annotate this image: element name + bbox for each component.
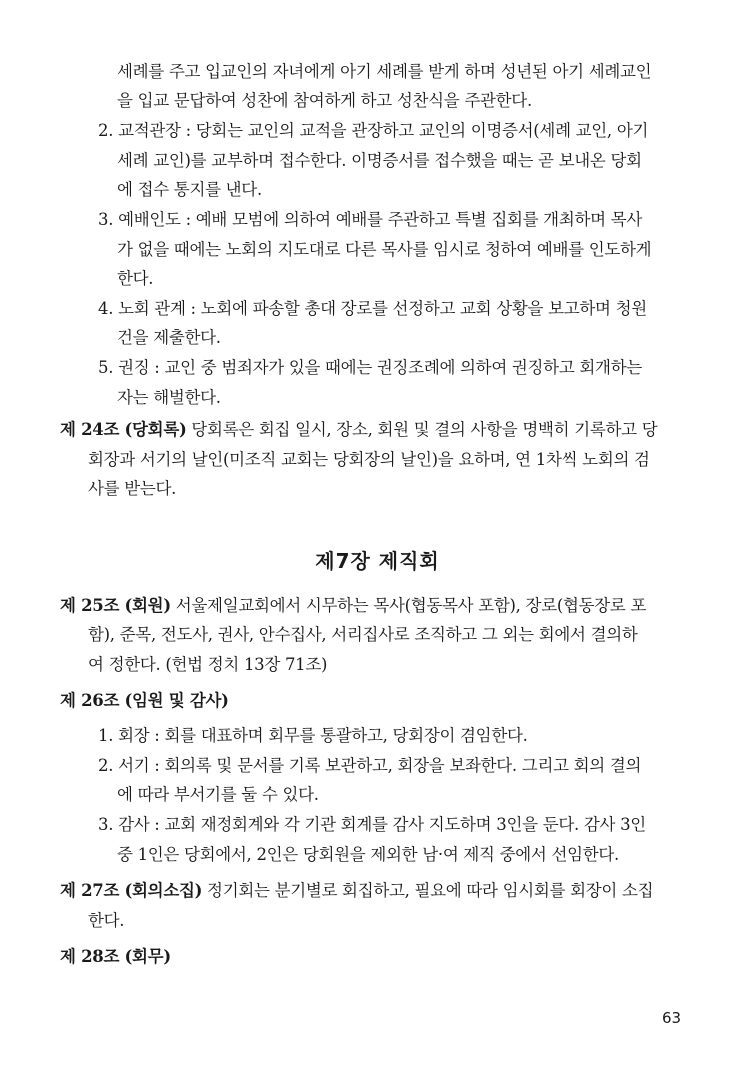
article-heading: 제 24조 (당회록): [60, 420, 187, 439]
text-line: 중 1인은 당회에서, 2인은 당회원을 제외한 남·여 제직 중에서 선임한다.: [117, 845, 619, 864]
article-heading: 제 28조 (회무): [60, 947, 171, 966]
text-line: 사를 받는다.: [88, 479, 177, 498]
text-line: 세례 교인)를 교부하며 접수한다. 이명증서를 접수했을 때는 곧 보내온 당회: [117, 151, 642, 170]
list-item: 2. 교적관장 : 당회는 교인의 교적을 관장하고 교인의 이명증서(세례 교인, 아기: [98, 121, 649, 140]
article-heading: 제 27조 (회의소집): [60, 881, 203, 900]
list-item: 5. 권징 : 교인 중 범죄자가 있을 때에는 권징조례에 의하여 권징하고 회개하는: [98, 358, 642, 377]
text-line: 에 따라 부서기를 둘 수 있다.: [117, 785, 319, 804]
list-item: 1. 회장 : 회를 대표하며 회무를 통괄하고, 당회장이 겸임한다.: [98, 726, 528, 745]
list-item: 3. 감사 : 교회 재정회계와 각 기관 회계를 감사 지도하며 3인을 둔다. 감사 3인: [98, 815, 646, 834]
text-line: 건을 제출한다.: [117, 328, 221, 347]
article-text: 당회록은 회집 일시, 장소, 회원 및 결의 사항을 명백히 기록하고 당: [186, 420, 658, 439]
article-heading: 제 26조 (임원 및 감사): [60, 691, 229, 710]
article-heading: 제 25조 (회원): [60, 596, 171, 615]
text-line: 한다.: [88, 911, 125, 930]
text-line: 에 접수 통지를 낸다.: [117, 180, 262, 199]
text-line: 회장과 서기의 날인(미조직 교회는 당회장의 날인)을 요하며, 연 1차씩 노회의 검: [88, 450, 650, 469]
text-line: 여 정한다. (헌법 정치 13장 71조): [88, 655, 328, 674]
text-line: 함), 준목, 전도사, 권사, 안수집사, 서리집사로 조직하고 그 외는 회에서 결의하: [88, 625, 638, 644]
list-item: 3. 예배인도 : 예배 모범에 의하여 예배를 주관하고 특별 집회를 개최하며 목사: [98, 210, 642, 229]
chapter-title: 제7장 제직회: [315, 549, 440, 573]
article-24: [60, 419, 657, 441]
text-line: 한다.: [117, 269, 154, 288]
text-line: 세례를 주고 입교인의 자녀에게 아기 세례를 받게 하며 성년된 아기 세례교인: [117, 62, 652, 81]
list-item: 2. 서기 : 회의록 및 문서를 기록 보관하고, 회장을 보좌한다. 그리고 회의 결의: [98, 756, 642, 775]
page-number: 63: [662, 1009, 682, 1027]
article-text: 정기회는 분기별로 회집하고, 필요에 따라 임시회를 회장이 소집: [202, 881, 654, 900]
article-text: 서울제일교회에서 시무하는 목사(협동목사 포함), 장로(협동장로 포: [170, 596, 647, 615]
text-line: 자는 해벌한다.: [117, 388, 221, 407]
text-line: 을 입교 문답하여 성찬에 참여하게 하고 성찬식을 주관한다.: [117, 91, 532, 110]
article-27: [60, 880, 653, 902]
text-line: 가 없을 때에는 노회의 지도대로 다른 목사를 임시로 청하여 예배를 인도하게: [117, 240, 652, 259]
list-item: 4. 노회 관계 : 노회에 파송할 총대 장로를 선정하고 교회 상황을 보고하며 청원: [98, 299, 647, 318]
article-25: [60, 595, 646, 617]
